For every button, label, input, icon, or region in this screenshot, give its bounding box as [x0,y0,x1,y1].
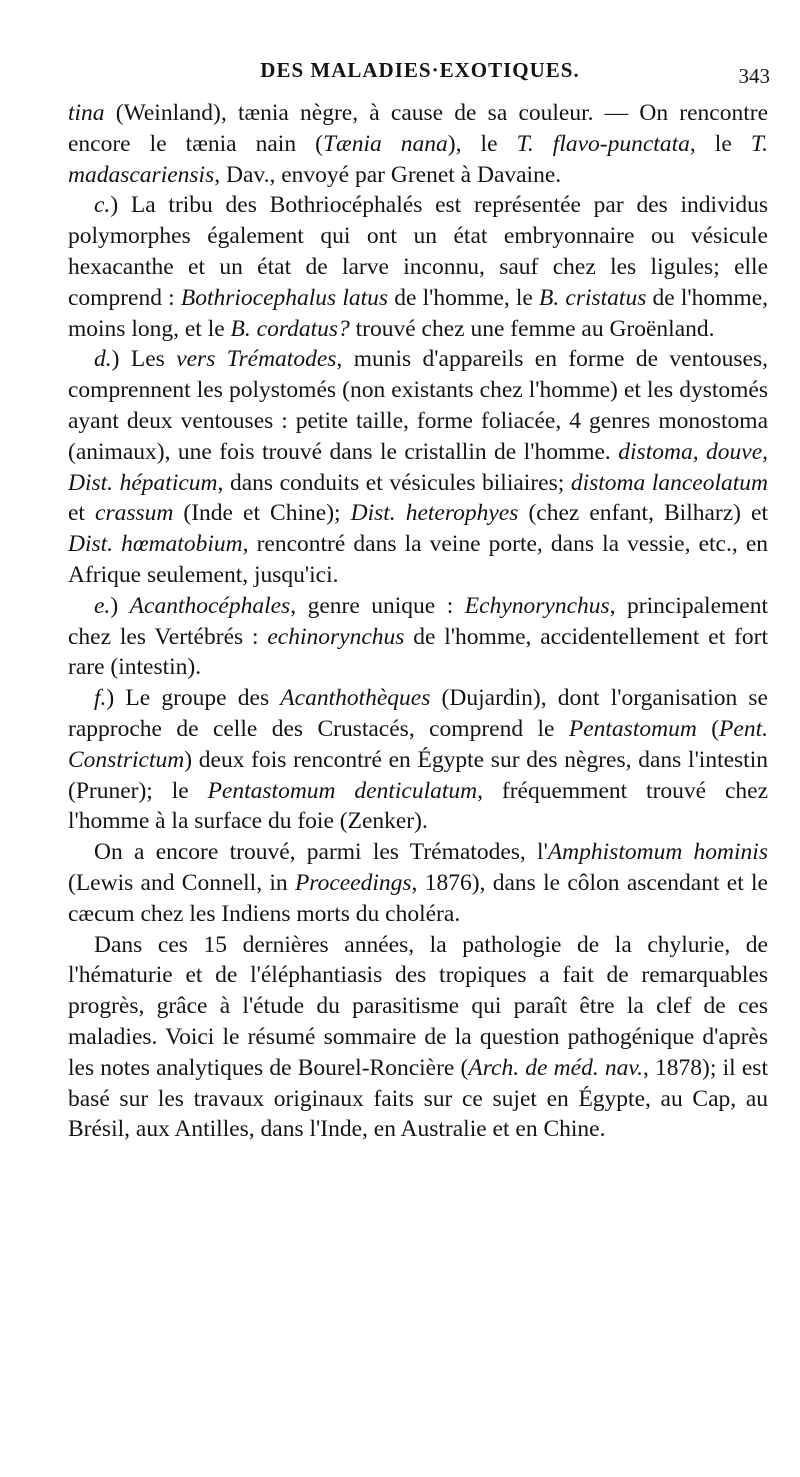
text-run: (Inde et Chine); [173,500,351,527]
text-run: , Dav., envoyé par Grenet à Davaine. [214,161,562,188]
text-run: de l'homme, accidentellement et fort rare (intestin). [68,623,769,681]
paragraph-p1 [68,98,768,190]
paragraph-p7 [68,930,768,1146]
text-run: ) deux fois rencontré en Égypte sur des nègres, dans l'intestin (Pruner); le [68,746,768,804]
italic-run: e. [94,592,111,619]
running-head [70,52,770,92]
running-title: DES MALADIES·EXOTIQUES. [260,58,580,82]
italic-run: Acanthothèques [280,685,431,712]
text-run: (Lewis and Connell, in [68,869,295,896]
text-run: , genre unique : [290,592,465,619]
italic-run: Pent. Constrictum [68,715,768,773]
text-run: de l'homme, le [388,284,539,311]
text-run: ), le [447,130,517,157]
italic-run: Acanthocéphales [129,592,291,619]
italic-run: Proceedings [294,869,412,896]
italic-run: B. cristatus [539,284,647,311]
text-run: (Dujardin), dont l'organisation se rapproche de celle des Crustacés, comprend le [68,685,768,742]
paragraph-p5 [68,683,768,837]
text-run: , 1878); il est basé sur les travaux originaux faits sur ce sujet en Égypte, au Cap, au Brésil, aux Antilles, dans l'Inde, en Australie et en Chine. [68,1054,768,1143]
italic-run: d. [94,346,112,373]
text-run: , rencontré dans la veine porte, dans la vessie, etc., en Afrique seulement, jusqu'ici. [68,531,769,588]
text-run: , fréquemment trouvé chez l'homme à la surface du foie (Zenker). [68,777,769,835]
italic-run: distoma lanceolatum [570,469,768,496]
paragraph-p6 [68,837,768,929]
italic-run: Pentastomum [568,715,697,742]
italic-run: T. madascariensis [68,130,769,188]
text-run: , principalement chez les Vertébrés : [68,592,768,650]
text-run: ) La tribu des Bothriocéphalés est représentée par des individus polymorphes également qui ont un état embryonnaire ou vésicule hexacanthe et un état de larve inconnu, sauf chez les ligules; elle comprend : [68,192,768,311]
text-run: et [68,500,96,527]
body-text [68,98,768,1145]
text-run: , munis d'appareils en forme de ventouses, comprennent les polystomés (non existants chez l'homme) et les dystomés ayant deux ventouses : petite taille, forme foliacée, 4 genres monostoma (animaux), une fois trouvé dans le cristallin de l'homme. [68,346,768,465]
page-number: 343 [738,64,770,88]
italic-run: Echynorynchus [464,592,610,619]
paragraph-p4 [68,591,768,683]
text-run: Dans ces 15 dernières années, la pathologie de la chylurie, de l'hématurie et de l'éléphantiasis des tropiques a fait de remarquables progrès, grâce à l'étude du parasitisme qui paraît être la clef de ces maladies. Voici le résumé sommaire de la question pathogénique d'après les notes analytiques de Bourel-Roncière ( [68,931,768,1081]
italic-run: echinorynchus [267,623,405,650]
text-run: On a encore trouvé, parmi les Trématodes, l' [94,839,548,866]
italic-run: T. flavo-punctata [516,130,690,157]
text-run: , dans conduits et vésicules biliaires; [217,469,571,496]
text-run: ) Le groupe des [106,685,281,712]
italic-run: c. [94,192,111,219]
italic-run: f. [94,685,107,712]
text-run: ) [110,592,130,619]
italic-run: vers Trématodes [176,346,337,373]
italic-run: Bothriocephalus latus [180,284,389,311]
paragraph-p3 [68,344,768,590]
text-run: de l'homme, moins long, et le [68,284,769,342]
italic-run: Amphistomum hominis [547,839,768,866]
italic-run: distoma, douve, Dist. hépaticum [68,438,768,496]
text-run: (Weinland), tænia nègre, à cause de sa couleur. — On rencontre encore le tænia nain ( [68,100,768,157]
text-run: ) Les [111,346,177,373]
italic-run: Dist. hœmatobium [68,531,243,558]
paragraph-p2 [68,190,768,344]
text-run: (chez enfant, Bilharz) et [518,500,769,527]
text-run: ( [696,715,720,742]
text-run: , le [689,130,751,157]
italic-run: Dist. heterophyes [350,500,519,527]
italic-run: Pentastomum denticulatum [207,777,478,804]
italic-run: crassum [95,500,174,527]
text-run: trouvé chez une femme au Groënland. [349,315,715,342]
italic-run: Arch. de méd. nav. [468,1054,643,1081]
italic-run: tina [68,100,105,126]
text-run: , 1876), dans le côlon ascendant et le cæcum chez les Indiens morts du choléra. [68,869,768,927]
italic-run: Tænia nana [322,130,448,157]
italic-run: B. cordatus? [230,315,350,342]
